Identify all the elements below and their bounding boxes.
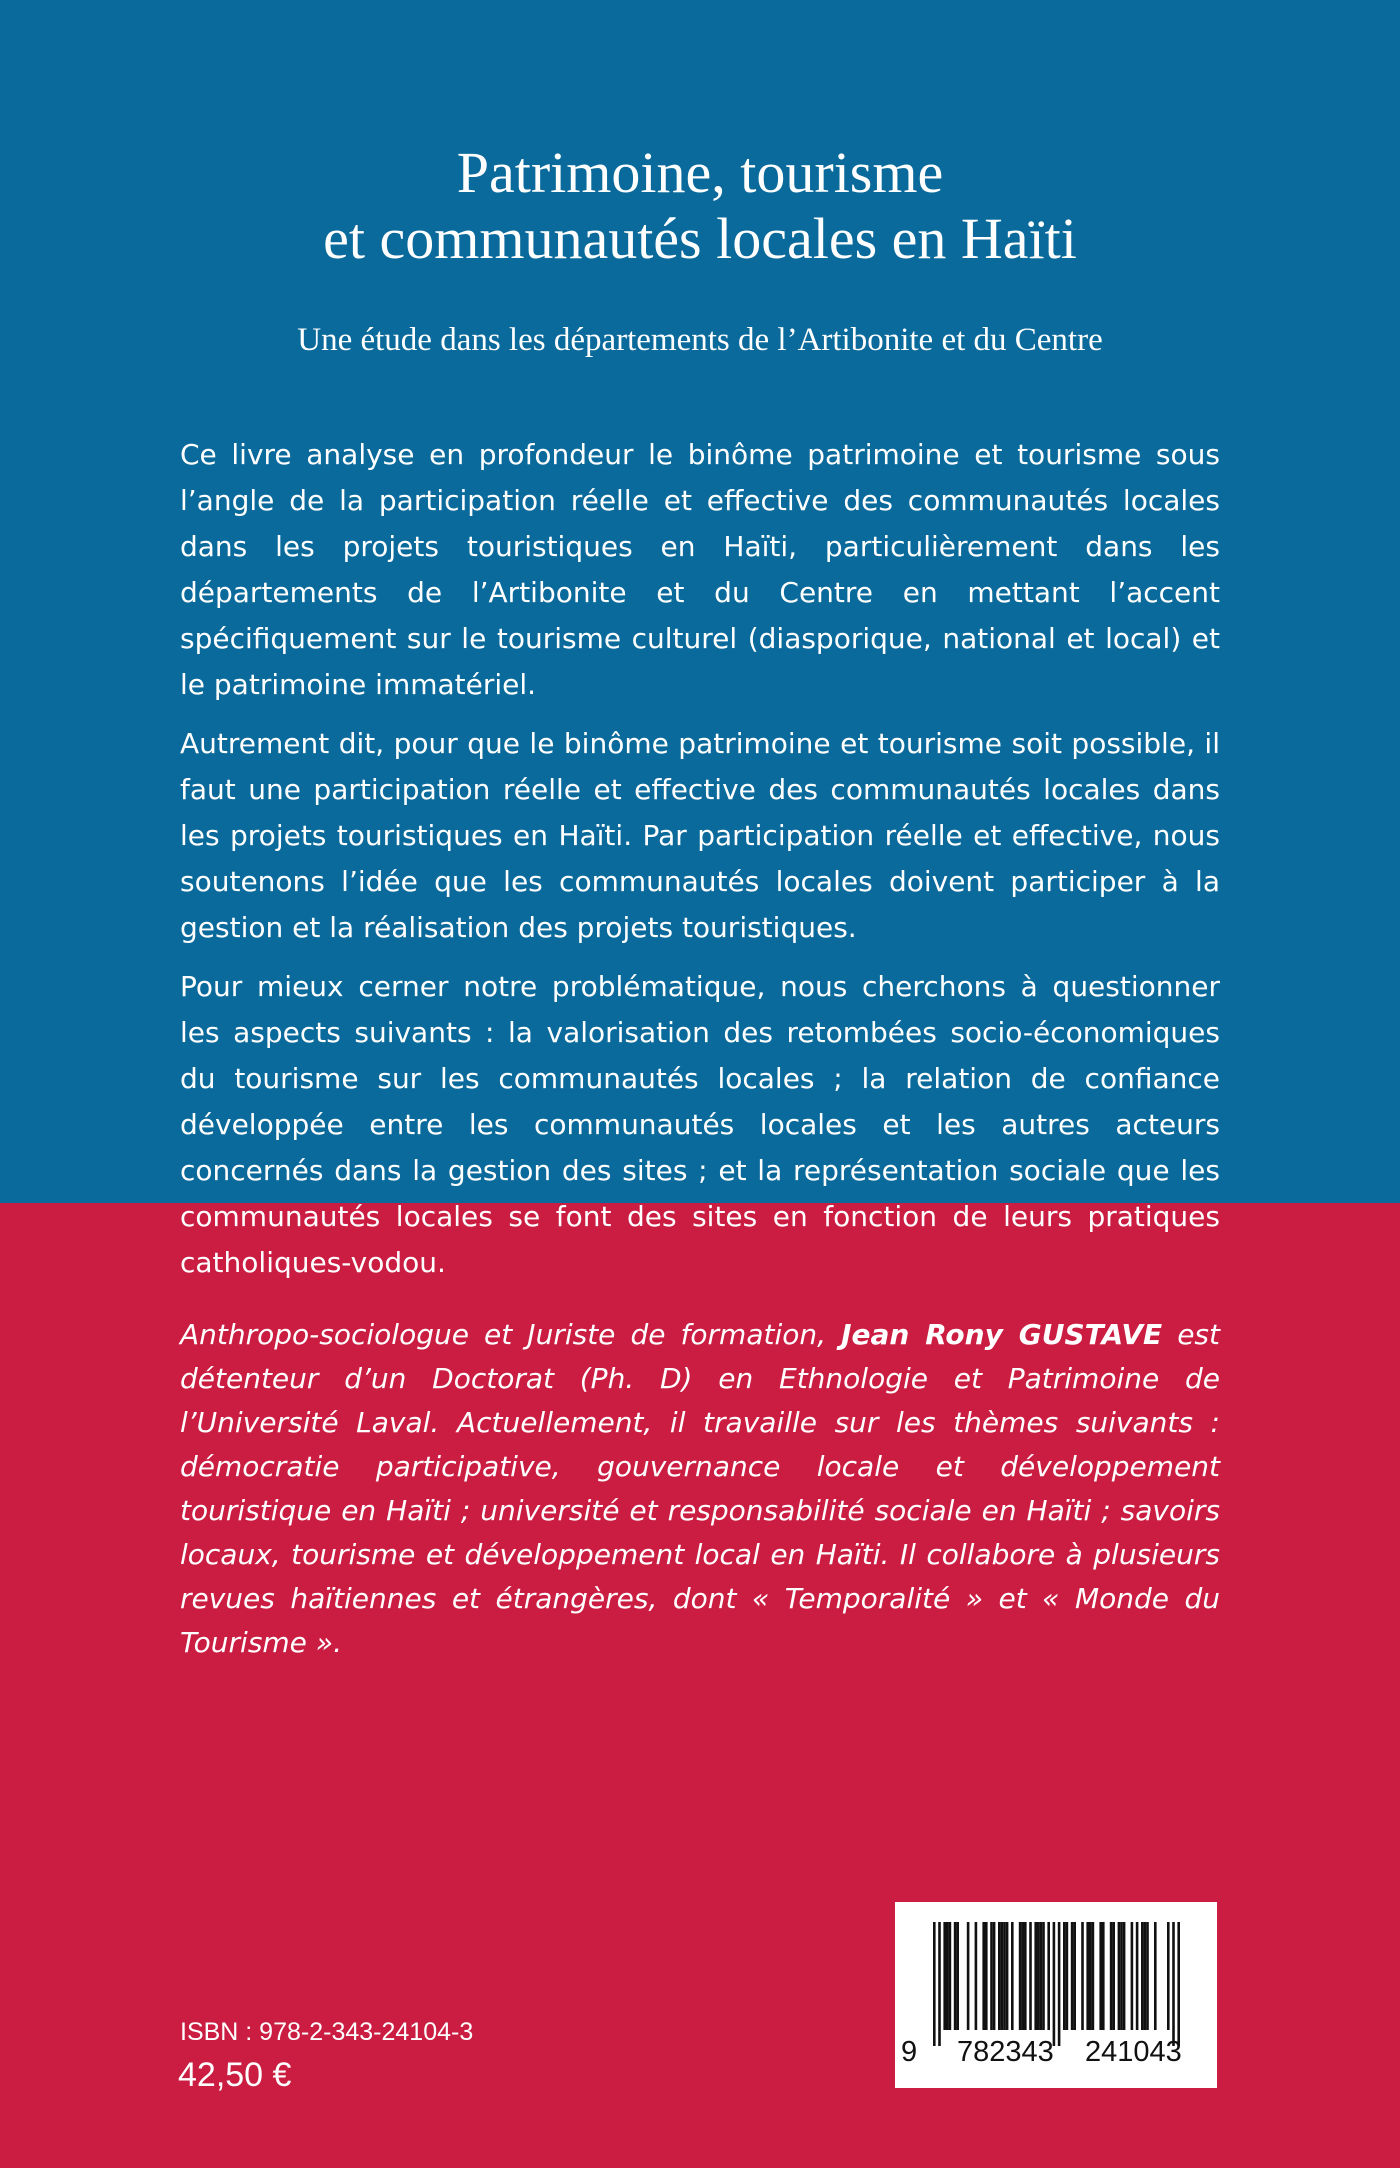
barcode-bar bbox=[1131, 1922, 1134, 2030]
barcode-bar bbox=[1172, 1922, 1175, 2046]
barcode-bar bbox=[1037, 1922, 1040, 2030]
barcode-bar bbox=[1040, 1922, 1043, 2030]
barcode-bar bbox=[1136, 1922, 1139, 2030]
barcode-bar bbox=[1177, 1922, 1180, 2046]
barcode-bar bbox=[1167, 1922, 1170, 2030]
summary-paragraph-3: Pour mieux cerner notre problématique, nous cherchons à questionner les aspects suivants : la valorisation des retombées socio-économiques du tourisme sur les communautés locales ; la relation de confiance développée entre les communautés locales et les autres acteurs concernés dans la gestion des sites ; et la représentation sociale que les communautés locales se font des sites en fonction de leurs pratiques catholiques-vodou. bbox=[180, 970, 1220, 1279]
barcode-bar bbox=[1066, 1922, 1069, 2030]
barcode-bar bbox=[1141, 1922, 1144, 2030]
book-subtitle: Une étude dans les départements de l’Artibonite et du Centre bbox=[297, 322, 1103, 358]
barcode-bar bbox=[1053, 1922, 1056, 2046]
barcode-bar bbox=[954, 1922, 957, 2030]
barcode-digits-left: 782343 bbox=[957, 2036, 1054, 2068]
barcode-bar bbox=[1092, 1922, 1095, 2030]
barcode-bar bbox=[1099, 1922, 1102, 2030]
summary-text bbox=[180, 432, 1220, 1299]
book-title bbox=[0, 140, 1400, 272]
barcode-bar bbox=[985, 1922, 988, 2030]
barcode-bar bbox=[1006, 1922, 1009, 2030]
barcode-bar bbox=[1001, 1922, 1004, 2030]
barcode-bar bbox=[1011, 1922, 1014, 2030]
barcode-bar bbox=[1042, 1922, 1045, 2030]
barcode-bar bbox=[946, 1922, 949, 2030]
barcode-bar bbox=[1102, 1922, 1105, 2030]
barcode-bar bbox=[933, 1922, 936, 2046]
barcode-bar bbox=[1003, 1922, 1006, 2030]
bio-rest: est détenteur d’un Doctorat (Ph. D) en Ethnologie et Patrimoine de l’Université Laval. Actuellement, il travaille sur les thèmes suivants : démocratie participative, gouvernance locale et développement touristique en Haïti ; université et responsabilité sociale en Haïti ; savoirs locaux, tourisme et développement local en Haïti. Il collabore à plusieurs revues haïtiennes et étrangères, dont « Temporalité » et « Monde du Tourisme ». bbox=[180, 1318, 1220, 1659]
barcode-bar bbox=[1081, 1922, 1084, 2030]
barcode-bar bbox=[990, 1922, 993, 2030]
barcode-bar bbox=[1073, 1922, 1076, 2030]
barcode-bar bbox=[943, 1922, 946, 2030]
title-line-1: Patrimoine, tourisme bbox=[456, 140, 944, 205]
barcode-bar bbox=[1110, 1922, 1113, 2030]
author-bio bbox=[180, 1313, 1220, 1665]
barcode-bar bbox=[993, 1922, 996, 2030]
barcode-bar bbox=[956, 1922, 959, 2030]
barcode-bar bbox=[949, 1922, 952, 2030]
barcode-bar bbox=[1029, 1922, 1032, 2030]
barcode-digit-first: 9 bbox=[901, 2036, 918, 2068]
barcode-bar bbox=[1034, 1922, 1037, 2030]
barcode-bar bbox=[1154, 1922, 1157, 2030]
barcode-bar bbox=[1120, 1922, 1123, 2030]
barcode-bar bbox=[1112, 1922, 1115, 2030]
barcode-bar bbox=[1021, 1922, 1024, 2030]
isbn: ISBN : 978-2-343-24104-3 bbox=[180, 2018, 474, 2046]
barcode-digits bbox=[895, 2036, 1217, 2076]
summary-paragraph-2: Autrement dit, pour que le binôme patrimoine et tourisme soit possible, il faut une participation réelle et effective des communautés locales dans les projets touristiques en Haïti. Par participation réelle et effective, nous soutenons l’idée que les communautés locales doivent participer à la gestion et la réalisation des projets touristiques. bbox=[180, 727, 1220, 944]
barcode-bar bbox=[1086, 1922, 1089, 2030]
barcode-bar bbox=[967, 1922, 970, 2030]
barcode-bar bbox=[1058, 1922, 1061, 2046]
summary-paragraph-1: Ce livre analyse en profondeur le binôme patrimoine et tourisme sous l’angle de la participation réelle et effective des communautés locales dans les projets touristiques en Haïti, particulièrement dans les départements de l’Artibonite et du Centre en mettant l’accent spécifiquement sur le tourisme culturel (diasporique, national et local) et le patrimoine immatériel. bbox=[180, 438, 1220, 701]
barcode-bar bbox=[1019, 1922, 1022, 2030]
barcode-bar bbox=[1123, 1922, 1126, 2030]
bio-intro: Anthropo-sociologue et Juriste de formation, bbox=[180, 1318, 842, 1351]
barcode-bar bbox=[1024, 1922, 1027, 2030]
title-line-2: et communautés locales en Haïti bbox=[323, 206, 1077, 271]
barcode-bar bbox=[1118, 1922, 1121, 2030]
barcode-bar bbox=[998, 1922, 1001, 2030]
barcode bbox=[895, 1902, 1217, 2088]
barcode-bar bbox=[1146, 1922, 1149, 2030]
barcode-bar bbox=[1047, 1922, 1050, 2030]
barcode-bar bbox=[982, 1922, 985, 2030]
barcode-bar bbox=[1089, 1922, 1092, 2030]
price: 42,50 € bbox=[178, 2056, 292, 2094]
author-name: Jean Rony GUSTAVE bbox=[841, 1318, 1163, 1351]
barcode-bar bbox=[938, 1922, 941, 2046]
barcode-bar bbox=[1063, 1922, 1066, 2030]
barcode-bar bbox=[975, 1922, 978, 2030]
barcode-bar bbox=[1144, 1922, 1147, 2030]
barcode-digits-right: 241043 bbox=[1085, 2036, 1182, 2068]
barcode-bar bbox=[1071, 1922, 1074, 2030]
